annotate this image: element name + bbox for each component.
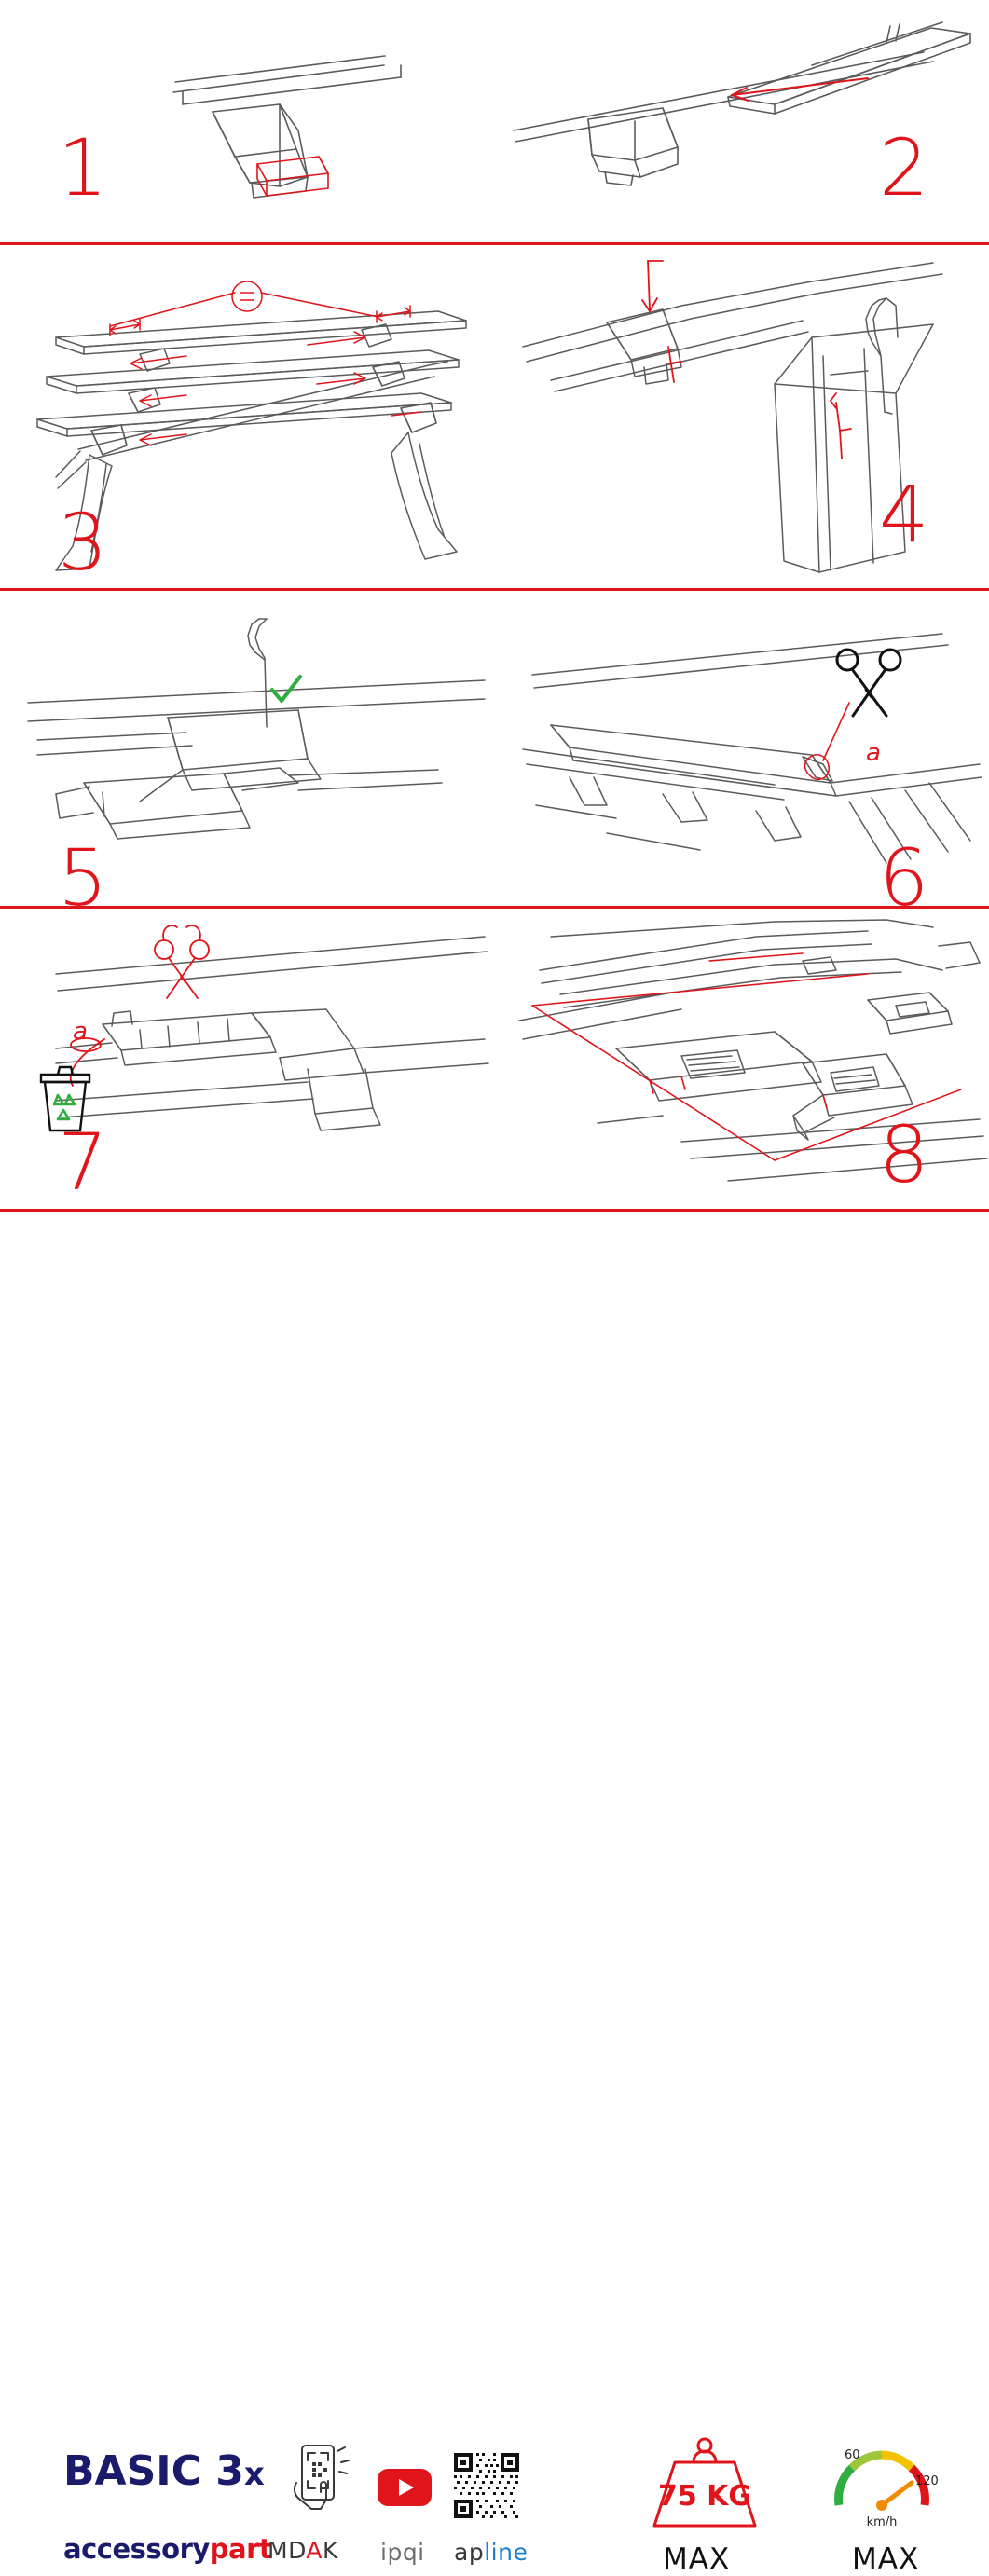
apline-label-b: line xyxy=(484,2539,529,2566)
panel-step-8 xyxy=(495,909,989,1209)
panel-step-1 xyxy=(0,0,494,242)
gauge-tick-low: 60 xyxy=(845,2448,860,2462)
step-number-3: 3 xyxy=(58,497,106,588)
mdak-label-b: A xyxy=(306,2537,323,2564)
mdak-logo xyxy=(268,2537,338,2564)
panel-step-6 xyxy=(495,591,989,906)
step-number-5: 5 xyxy=(58,832,106,906)
qr-code[interactable] xyxy=(452,2451,521,2520)
product-title-suffix: x xyxy=(243,2456,265,2493)
gauge-unit: km/h xyxy=(866,2515,898,2529)
mdak-label-a: MD xyxy=(268,2537,307,2564)
step-number-8: 8 xyxy=(879,1109,927,1200)
step-number-7: 7 xyxy=(58,1117,106,1208)
load-limit-value: 75 KG xyxy=(657,2480,752,2513)
step-number-1: 1 xyxy=(58,122,106,213)
ipqi-logo: ipqi xyxy=(380,2539,425,2566)
panel-step-2 xyxy=(495,0,989,242)
label-a-step6: a xyxy=(866,739,881,767)
speed-limit-caption: MAX xyxy=(852,2542,920,2576)
product-title xyxy=(63,2447,265,2495)
mdak-label-c: K xyxy=(323,2537,338,2564)
panel-step-5 xyxy=(0,591,494,906)
load-limit-icon xyxy=(639,2432,770,2537)
footer-brand-bar xyxy=(0,1212,989,2576)
brand-primary: accessory xyxy=(63,2533,210,2565)
panel-step-4 xyxy=(495,244,989,588)
panel-step-7 xyxy=(0,909,494,1209)
product-title-text: BASIC 3 xyxy=(63,2447,244,2495)
step-number-4: 4 xyxy=(879,469,927,560)
qr-scan-hand-icon xyxy=(289,2440,356,2518)
step-number-6: 6 xyxy=(879,832,927,906)
step-number-2: 2 xyxy=(879,122,927,213)
apline-label-a: ap xyxy=(454,2539,485,2566)
load-limit-caption: MAX xyxy=(663,2542,731,2576)
brand-wordmark xyxy=(63,2533,271,2565)
brand-secondary: part xyxy=(209,2533,272,2565)
youtube-icon[interactable] xyxy=(377,2468,433,2507)
panel-step-3 xyxy=(0,244,494,588)
label-a-step7: a xyxy=(73,1018,88,1046)
apline-logo xyxy=(454,2539,528,2566)
speed-limit-icon xyxy=(822,2432,941,2537)
gauge-tick-high: 120 xyxy=(915,2474,939,2488)
